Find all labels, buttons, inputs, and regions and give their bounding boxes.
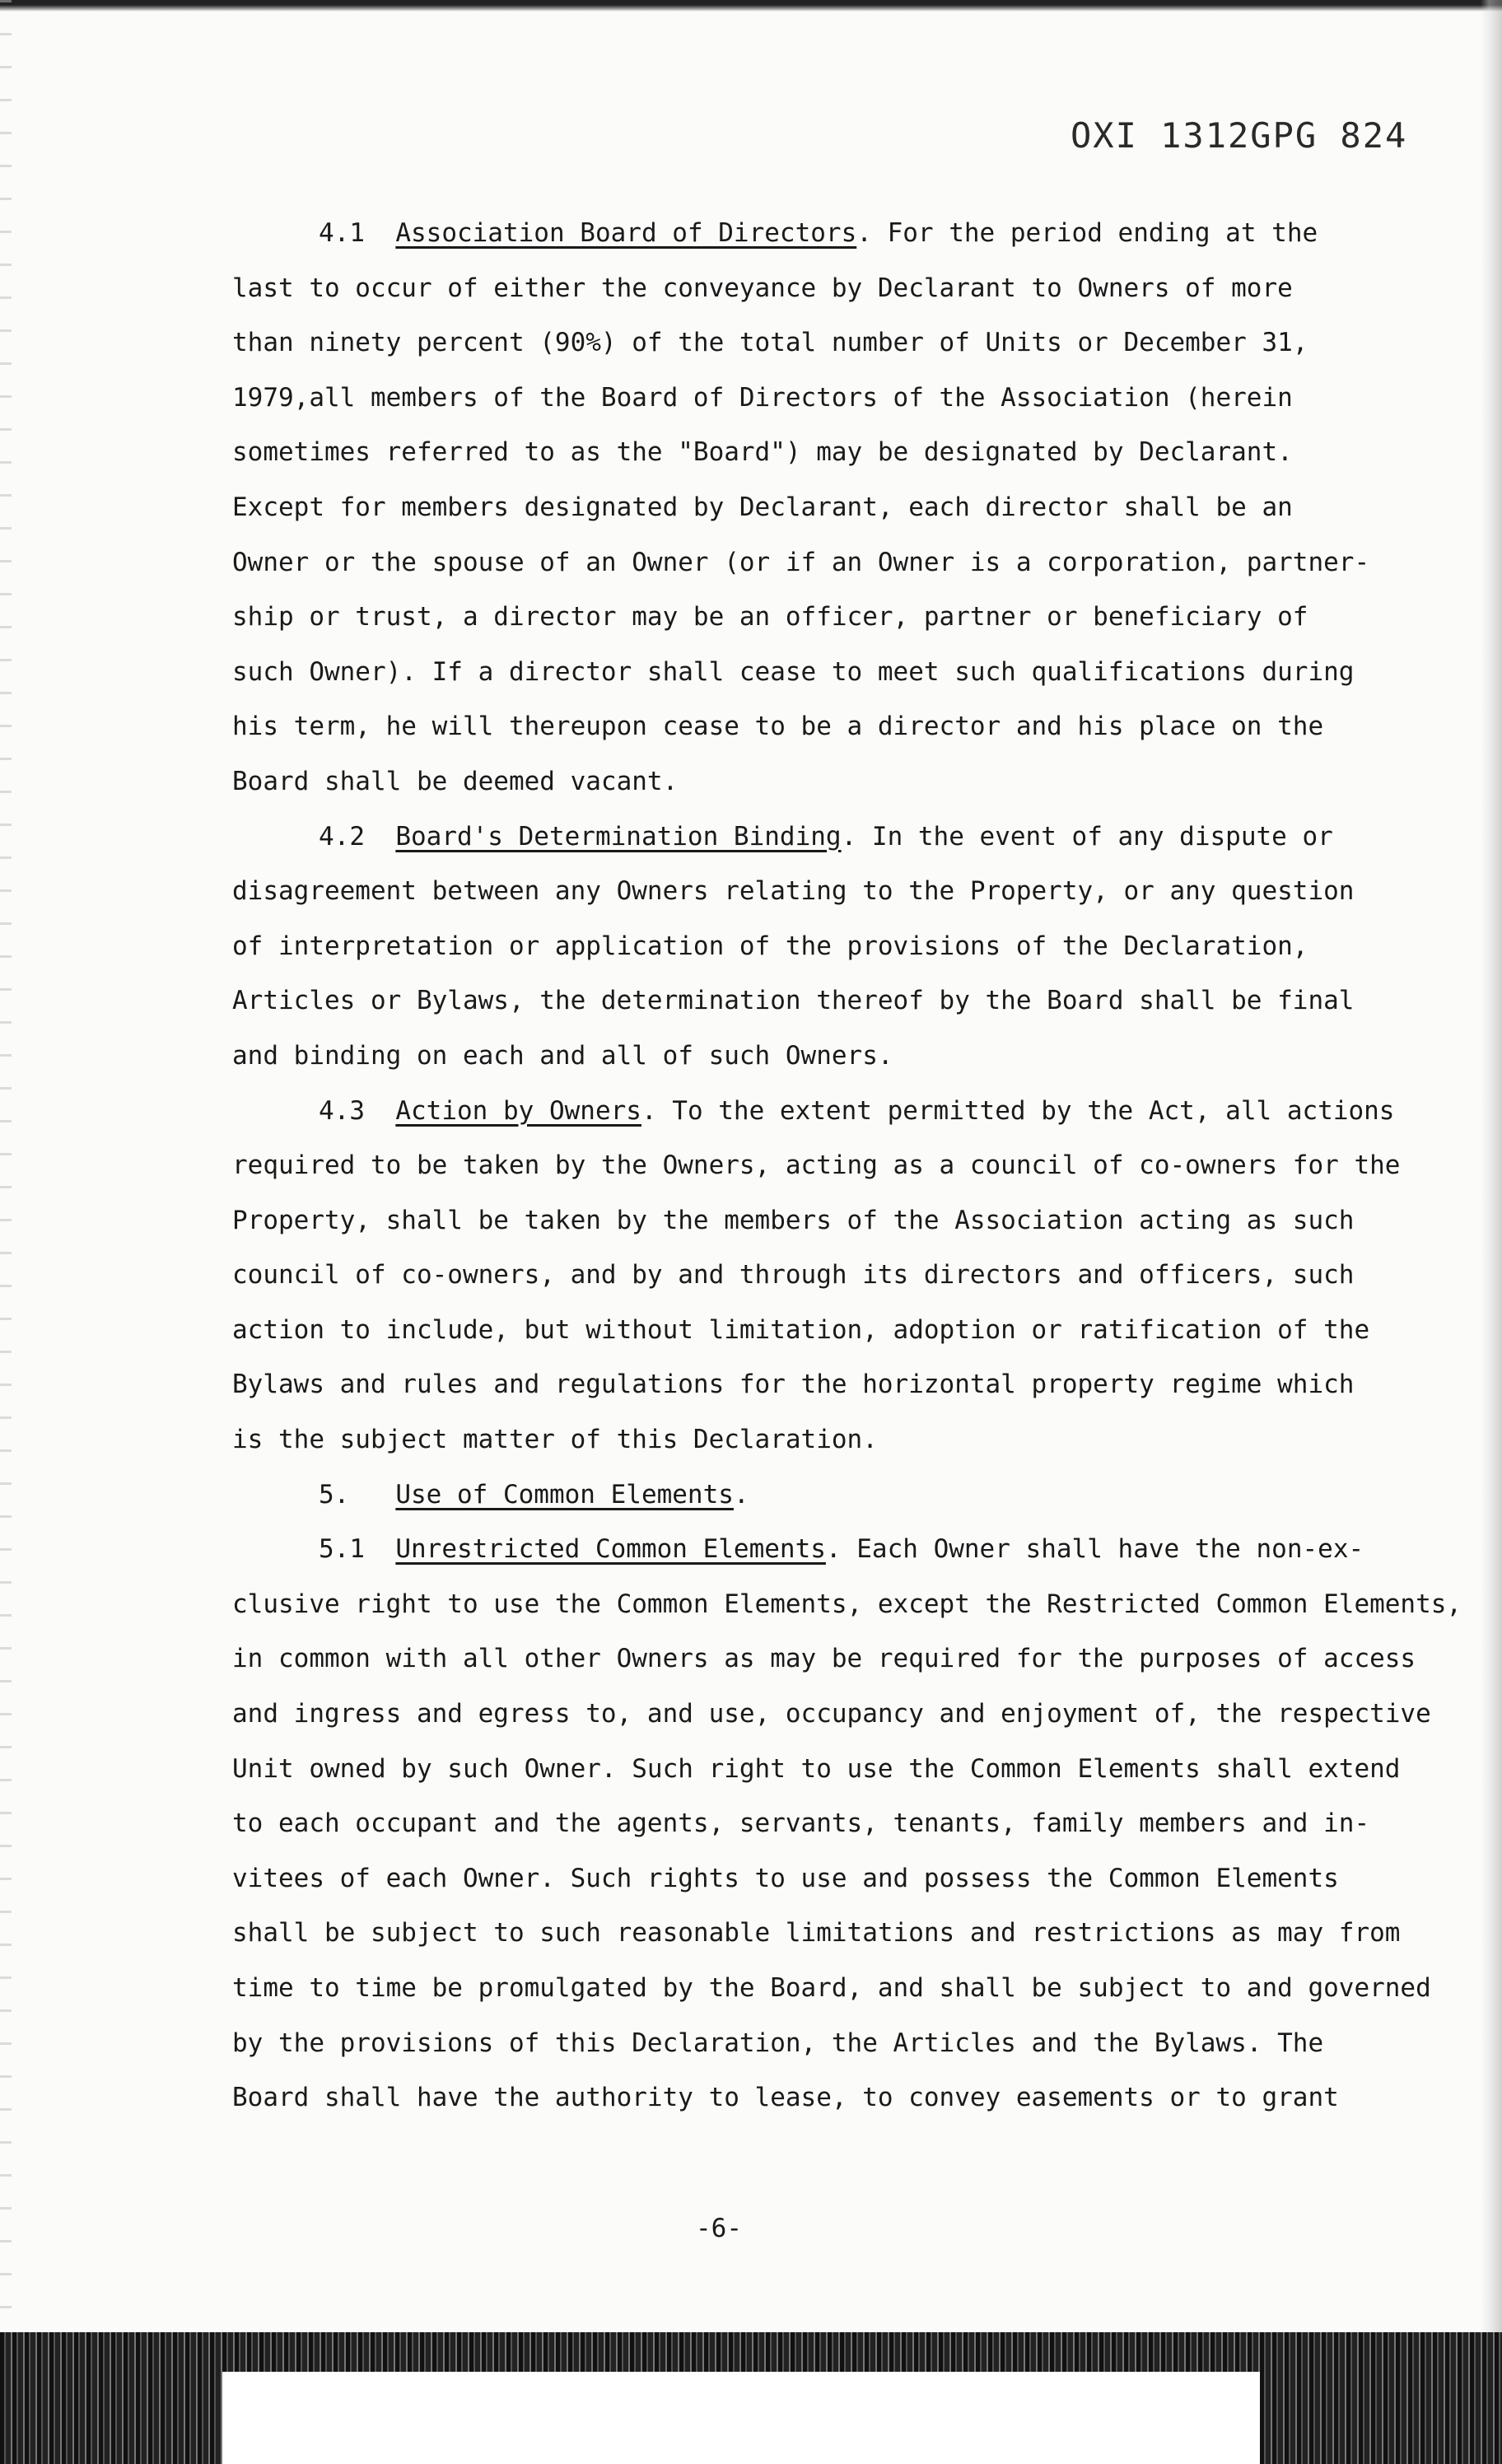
text-line: in common with all other Owners as may be required for the purposes of access — [232, 1644, 1416, 1674]
text-line: his term, he will thereupon cease to be a director and his place on the — [232, 712, 1324, 742]
section-heading: Association Board of Directors — [395, 218, 857, 248]
text-line: by the provisions of this Declaration, the Articles and the Bylaws. The — [232, 2028, 1324, 2058]
text-line: action to include, but without limitation, adoption or ratification of the — [232, 1314, 1370, 1345]
section-text: . — [733, 1479, 749, 1510]
text-line: and binding on each and all of such Owners. — [232, 1040, 893, 1071]
section-number: 4.3 — [319, 1095, 365, 1126]
text-line: such Owner). If a director shall cease to meet such qualifications during — [232, 656, 1355, 687]
section-number: 4.1 — [319, 218, 365, 248]
text-line: than ninety percent (90%) of the total number of Units or December 31, — [232, 328, 1308, 358]
text-line: Bylaws and rules and regulations for the horizontal property regime which — [232, 1370, 1355, 1400]
section-heading: Board's Determination Binding — [395, 821, 842, 852]
text-line: disagreement between any Owners relating to the Property, or any question — [232, 876, 1355, 907]
section-heading-line — [232, 1522, 1385, 1577]
text-line: time to time be promulgated by the Board, and shall be subject to and governed — [232, 1973, 1431, 2003]
scan-edge-top — [0, 0, 1502, 12]
text-line: Board shall have the authority to lease, to convey easements or to grant — [232, 2083, 1339, 2113]
section-heading-line — [232, 810, 1385, 865]
section-number: 5. — [319, 1479, 350, 1510]
text-line: sometimes referred to as the "Board") may be designated by Declarant. — [232, 437, 1293, 468]
scan-edge-left — [0, 0, 12, 2464]
text-line: 1979,all members of the Board of Directors of the Association (herein — [232, 382, 1293, 413]
section-heading-line — [232, 1468, 1385, 1523]
section-text: . For the period ending at the — [856, 218, 1318, 248]
document-body — [232, 206, 1462, 2126]
section-text: . In the event of any dispute or — [841, 821, 1333, 852]
text-line: is the subject matter of this Declaration. — [232, 1425, 878, 1455]
text-line: Unit owned by such Owner. Such right to use the Common Elements shall extend — [232, 1753, 1401, 1784]
text-line: required to be taken by the Owners, acting as a council of co-owners for the — [232, 1150, 1401, 1181]
scan-edge-right — [1481, 0, 1502, 2464]
section-heading: Unrestricted Common Elements — [395, 1534, 826, 1565]
section-heading-line — [232, 206, 1385, 261]
section-number: 5.1 — [319, 1534, 365, 1565]
text-line: council of co-owners, and by and through its directors and officers, such — [232, 1260, 1355, 1290]
section-text: . To the extent permitted by the Act, all actions — [641, 1095, 1395, 1126]
text-line: Owner or the spouse of an Owner (or if an Owner is a corporation, partner- — [232, 547, 1370, 577]
text-line: last to occur of either the conveyance by Declarant to Owners of more — [232, 273, 1293, 303]
text-line: of interpretation or application of the provisions of the Declaration, — [232, 931, 1308, 961]
text-line: Board shall be deemed vacant. — [232, 766, 679, 796]
text-line: Articles or Bylaws, the determination thereof by the Board shall be final — [232, 986, 1355, 1016]
text-line: vitees of each Owner. Such rights to use and possess the Common Elements — [232, 1863, 1339, 1893]
text-line: to each occupant and the agents, servants, tenants, family members and in- — [232, 1808, 1370, 1839]
page-number: -6- — [696, 2214, 742, 2243]
section-heading: Action by Owners — [395, 1095, 641, 1126]
text-line: Property, shall be taken by the members of the Association acting as such — [232, 1205, 1355, 1235]
section-text: . Each Owner shall have the non-ex- — [825, 1534, 1364, 1565]
section-heading-line — [232, 1084, 1395, 1139]
text-line: Except for members designated by Declarant, each director shall be an — [232, 492, 1293, 522]
section-number: 4.2 — [319, 821, 365, 852]
text-line: ship or trust, a director may be an officer, partner or beneficiary of — [232, 602, 1308, 632]
text-line: and ingress and egress to, and use, occupancy and enjoyment of, the respective — [232, 1699, 1431, 1729]
scan-bottom-blank — [222, 2372, 1260, 2464]
document-reference-number: OXI 1312GPG 824 — [1071, 115, 1408, 156]
text-line: shall be subject to such reasonable limitations and restrictions as may from — [232, 1918, 1401, 1948]
section-heading: Use of Common Elements — [395, 1479, 734, 1510]
text-line: clusive right to use the Common Elements, except the Restricted Common Elements, — [232, 1589, 1462, 1619]
